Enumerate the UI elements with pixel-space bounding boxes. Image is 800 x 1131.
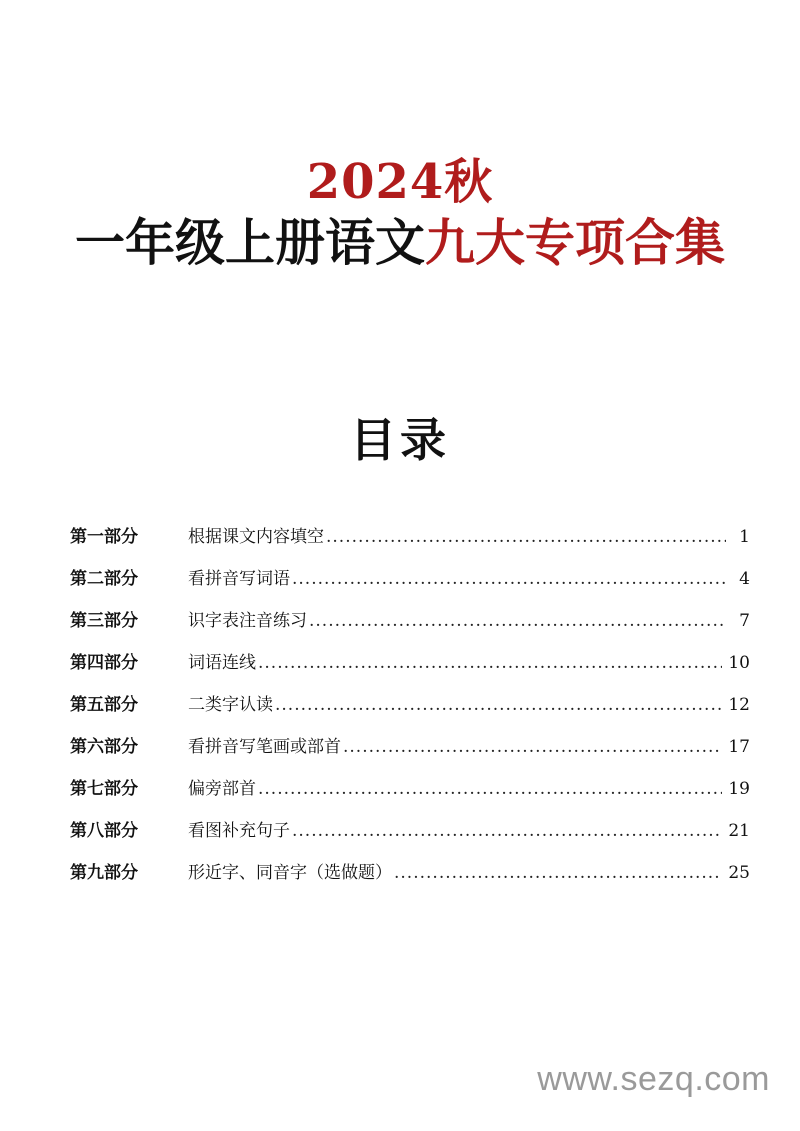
toc-entry-9[interactable] (70, 858, 750, 900)
toc-entry-title: 二类字认读 (188, 695, 273, 715)
toc-page-number: 10 (728, 653, 750, 673)
toc-part-label: 第七部分 (70, 779, 138, 799)
toc-part-label: 第八部分 (70, 821, 138, 841)
toc-part-label: 第四部分 (70, 653, 138, 673)
watermark: www.sezq.com (537, 1060, 770, 1098)
dot-leader (309, 611, 726, 631)
toc-page-number: 17 (728, 737, 750, 757)
toc-entry-title: 看图补充句子 (188, 821, 290, 841)
dot-leader (326, 527, 726, 547)
toc-entry-title: 识字表注音练习 (188, 611, 307, 631)
toc-page-number: 7 (739, 611, 750, 631)
main-title (0, 210, 800, 276)
toc-entry-2[interactable] (70, 564, 750, 606)
toc-entry-1[interactable] (70, 522, 750, 564)
toc-entry-5[interactable] (70, 690, 750, 732)
toc-entry-title: 看拼音写笔画或部首 (188, 737, 341, 757)
toc-entry-title: 偏旁部首 (188, 779, 256, 799)
dot-leader (258, 779, 722, 799)
toc-part-label: 第一部分 (70, 527, 138, 547)
dot-leader (292, 821, 722, 841)
table-of-contents (70, 522, 750, 900)
main-title-black-part: 一年级上册语文 (75, 214, 425, 272)
toc-entry-7[interactable] (70, 774, 750, 816)
year-title: 2024秋 (306, 154, 494, 210)
toc-part-label: 第二部分 (70, 569, 138, 589)
toc-part-label: 第三部分 (70, 611, 138, 631)
toc-entry-4[interactable] (70, 648, 750, 690)
toc-page-number: 12 (728, 695, 750, 715)
toc-part-label: 第五部分 (70, 695, 138, 715)
dot-leader (258, 653, 722, 673)
toc-page-number: 25 (728, 863, 750, 883)
dot-leader (394, 863, 722, 883)
toc-page-number: 4 (739, 569, 750, 589)
toc-entry-3[interactable] (70, 606, 750, 648)
toc-entry-title: 词语连线 (188, 653, 256, 673)
toc-page-number: 21 (728, 821, 750, 841)
main-title-red-part: 九大专项合集 (425, 214, 725, 272)
toc-part-label: 第六部分 (70, 737, 138, 757)
toc-page-number: 19 (728, 779, 750, 799)
toc-entry-8[interactable] (70, 816, 750, 858)
toc-entry-title: 根据课文内容填空 (188, 527, 324, 547)
toc-page-number: 1 (739, 527, 750, 547)
dot-leader (275, 695, 722, 715)
toc-entry-title: 形近字、同音字（选做题） (188, 863, 392, 883)
toc-part-label: 第九部分 (70, 863, 138, 883)
toc-entry-6[interactable] (70, 732, 750, 774)
dot-leader (343, 737, 722, 757)
dot-leader (292, 569, 726, 589)
toc-heading: 目录 (350, 413, 450, 467)
toc-entry-title: 看拼音写词语 (188, 569, 290, 589)
